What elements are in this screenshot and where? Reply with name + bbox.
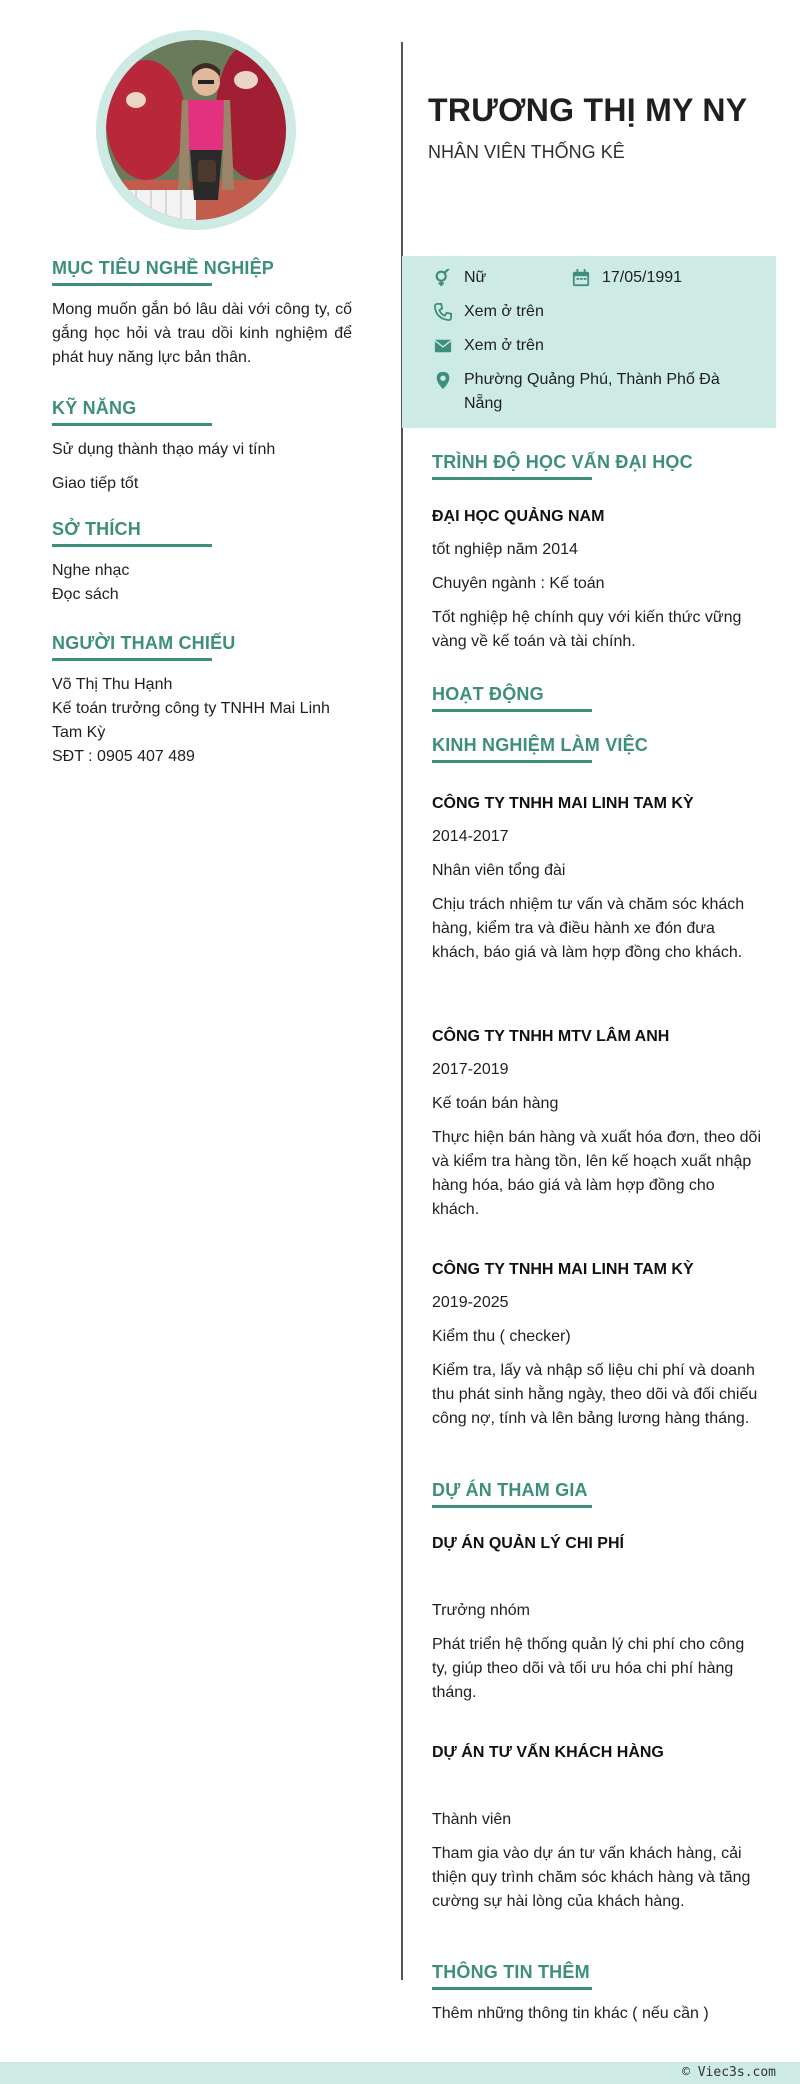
phone-icon	[434, 303, 452, 321]
dob-value: 17/05/1991	[602, 269, 683, 286]
section-underline	[52, 544, 212, 547]
projects-section	[432, 1480, 762, 1508]
activities-section	[432, 684, 762, 712]
gender-icon	[434, 269, 452, 287]
project-desc: Tham gia vào dự án tư vấn khách hàng, cải thiện quy trình chăm sóc khách hàng và tăng cường sự hài lòng của khách hàng.	[432, 1845, 751, 1910]
hobby-item: Nghe nhạc	[52, 562, 130, 579]
address-line: Nẵng	[464, 395, 503, 412]
job-position: Kế toán bán hàng	[432, 1095, 559, 1112]
references-section	[52, 633, 362, 769]
reference-role: Kế toán trưởng công ty TNHH Mai Linh	[52, 700, 330, 717]
email-icon	[434, 337, 452, 355]
gender-value: Nữ	[464, 269, 487, 286]
candidate-name: TRƯƠNG THỊ MY NY	[428, 92, 748, 128]
address-row	[434, 368, 720, 416]
location-pin-icon	[434, 371, 452, 389]
section-underline	[432, 477, 592, 480]
section-title: SỞ THÍCH	[52, 519, 141, 539]
section-title: THÔNG TIN THÊM	[432, 1962, 590, 1982]
hobby-item: Đọc sách	[52, 586, 119, 603]
email-value: Xem ở trên	[464, 337, 544, 354]
section-title: TRÌNH ĐỘ HỌC VẤN ĐẠI HỌC	[432, 452, 693, 472]
reference-name: Võ Thị Thu Hạnh	[52, 676, 173, 693]
phone-value: Xem ở trên	[464, 303, 544, 320]
project-role: Thành viên	[432, 1811, 512, 1828]
section-underline	[432, 760, 592, 763]
job-period: 2017-2019	[432, 1061, 509, 1078]
major: Chuyên ngành : Kế toán	[432, 575, 605, 592]
project-name: DỰ ÁN TƯ VẤN KHÁCH HÀNG	[432, 1744, 664, 1761]
project-entry	[432, 1744, 762, 1914]
section-title: KINH NGHIỆM LÀM VIỆC	[432, 735, 649, 755]
school-name: ĐẠI HỌC QUẢNG NAM	[432, 508, 605, 525]
avatar-frame	[96, 30, 296, 230]
education-section	[432, 452, 762, 654]
job-position: Nhân viên tổng đài	[432, 862, 566, 879]
job-entry	[432, 1261, 762, 1431]
job-period: 2014-2017	[432, 828, 509, 845]
address-line: Phường Quảng Phú, Thành Phố Đà	[464, 371, 720, 388]
contact-info-box	[402, 256, 776, 428]
footer-bar	[0, 2062, 800, 2084]
extra-section	[432, 1962, 762, 2026]
avatar	[106, 40, 286, 220]
company-name: CÔNG TY TNHH MAI LINH TAM KỲ	[432, 1261, 694, 1278]
project-entry	[432, 1535, 762, 1705]
section-underline	[432, 1987, 592, 1990]
reference-phone: SĐT : 0905 407 489	[52, 748, 195, 765]
project-role: Trưởng nhóm	[432, 1602, 530, 1619]
graduation-year: tốt nghiệp năm 2014	[432, 541, 578, 558]
job-position: Kiểm thu ( checker)	[432, 1328, 571, 1345]
experience-section	[432, 735, 762, 763]
section-underline	[52, 423, 212, 426]
skill-item: Sử dụng thành thạo máy vi tính	[52, 441, 276, 458]
section-underline	[432, 709, 592, 712]
section-title: DỰ ÁN THAM GIA	[432, 1480, 588, 1500]
email-row	[434, 334, 544, 358]
objective-section	[52, 258, 352, 370]
footer-copyright[interactable]: © Viec3s.com	[682, 2065, 776, 2080]
section-underline	[52, 658, 212, 661]
job-entry	[432, 1028, 762, 1222]
company-name: CÔNG TY TNHH MAI LINH TAM KỲ	[432, 795, 694, 812]
profile-photo	[106, 40, 286, 220]
job-period: 2019-2025	[432, 1294, 509, 1311]
objective-text: Mong muốn gắn bó lâu dài với công ty, cố gắng học hỏi và trau dồi kinh nghiệm để phát huy năng lực bản thân.	[52, 301, 352, 366]
reference-role: Tam Kỳ	[52, 724, 106, 741]
section-title: MỤC TIÊU NGHỀ NGHIỆP	[52, 258, 275, 278]
section-underline	[52, 283, 212, 286]
skills-section	[52, 398, 352, 496]
job-desc: Kiểm tra, lấy và nhập số liệu chi phí và doanh thu phát sinh hằng ngày, theo dõi và đối chiếu công nợ, tính và lên bảng lương hàng tháng.	[432, 1362, 758, 1427]
extra-text: Thêm những thông tin khác ( nếu cần )	[432, 2005, 709, 2022]
job-entry	[432, 795, 762, 965]
section-title: HOẠT ĐỘNG	[432, 684, 544, 704]
education-desc: Tốt nghiệp hệ chính quy với kiến thức vững vàng về kế toán và tài chính.	[432, 609, 742, 650]
project-desc: Phát triển hệ thống quản lý chi phí cho công ty, giúp theo dõi và tối ưu hóa chi phí hàng tháng.	[432, 1636, 745, 1701]
skill-item: Giao tiếp tốt	[52, 475, 139, 492]
calendar-icon	[572, 269, 590, 287]
phone-row	[434, 300, 544, 324]
candidate-job-title: NHÂN VIÊN THỐNG KÊ	[428, 142, 625, 162]
job-desc: Thực hiện bán hàng và xuất hóa đơn, theo dõi và kiểm tra hàng tồn, lên kế hoạch xuất nhập hàng hóa, báo giá và làm hợp đồng cho khách.	[432, 1129, 761, 1218]
section-title: NGƯỜI THAM CHIẾU	[52, 633, 236, 653]
company-name: CÔNG TY TNHH MTV LÂM ANH	[432, 1028, 670, 1045]
section-underline	[432, 1505, 592, 1508]
section-title: KỸ NĂNG	[52, 398, 137, 418]
hobbies-section	[52, 519, 352, 607]
gender-row	[434, 266, 486, 290]
address-value	[464, 368, 720, 416]
project-name: DỰ ÁN QUẢN LÝ CHI PHÍ	[432, 1535, 624, 1552]
job-desc: Chịu trách nhiệm tư vấn và chăm sóc khách hàng, kiểm tra và điều hành xe đón đưa khách, báo giá và làm hợp đồng cho khách.	[432, 896, 745, 961]
dob-row	[572, 266, 682, 290]
